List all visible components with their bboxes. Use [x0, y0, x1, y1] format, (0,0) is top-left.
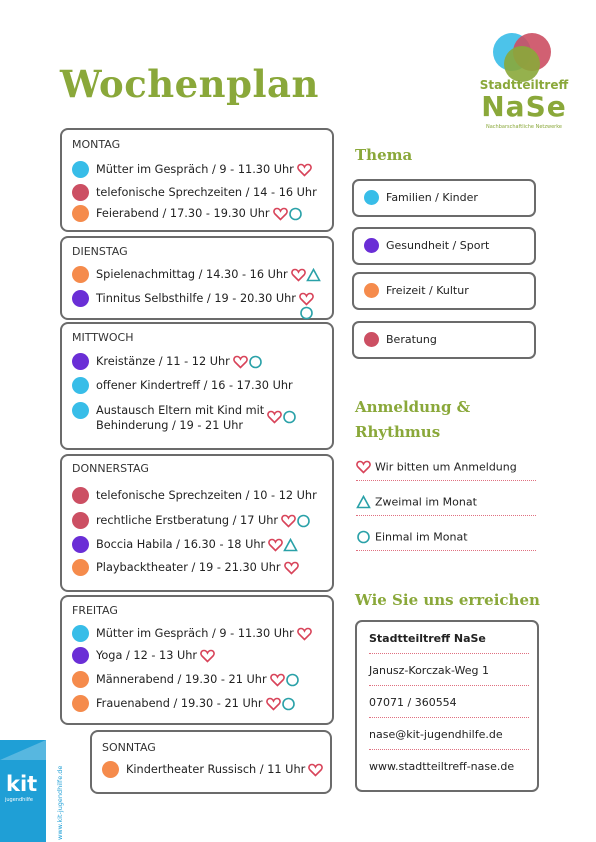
schedule-item-text: rechtliche Erstberatung / 17 Uhr: [96, 514, 279, 527]
contact-heading: Wie Sie uns erreichen: [355, 591, 540, 609]
schedule-item: [126, 763, 324, 777]
category-dot: [72, 161, 89, 178]
day-box-freitag: [60, 595, 334, 725]
schedule-item: [96, 163, 326, 177]
day-title: DIENSTAG: [72, 245, 128, 258]
logo-brand: NaSe: [481, 90, 567, 123]
legend-item: [356, 495, 536, 516]
theme-item: [352, 227, 536, 265]
anmeldung-heading: Anmeldung &: [355, 398, 471, 416]
legend-label: Wir bitten um Anmeldung: [375, 460, 517, 474]
heart-icon: [267, 410, 282, 424]
circle-icon: [248, 355, 263, 369]
category-dot: [72, 377, 89, 394]
theme-item: [352, 272, 536, 310]
circle-icon: [281, 697, 296, 711]
heart-icon: [308, 763, 323, 777]
circle-icon: [285, 673, 300, 687]
symbol-group: [233, 355, 263, 369]
category-dot: [72, 536, 89, 553]
heart-icon: [266, 697, 281, 711]
theme-label: Familien / Kinder: [386, 191, 478, 204]
schedule-item: [96, 207, 326, 221]
contact-street: Janusz-Korczak-Weg 1: [369, 664, 529, 686]
contact-website[interactable]: www.stadtteiltreff-nase.de: [369, 760, 515, 773]
category-dot: [72, 353, 89, 370]
schedule-item-line: Austausch Eltern mit Kind mit: [96, 404, 265, 417]
nase-logo: [476, 28, 572, 136]
theme-dot: [364, 283, 379, 298]
category-dot: [72, 266, 89, 283]
schedule-item: [96, 627, 326, 641]
legend-item: [356, 530, 536, 551]
schedule-item-text: Mütter im Gespräch / 9 - 11.30 Uhr: [96, 163, 294, 176]
kit-logo-sub: jugendhilfe: [5, 797, 33, 803]
schedule-item-text: Tinnitus Selbsthilfe / 19 - 20.30 Uhr: [96, 292, 296, 305]
schedule-item-line: Behinderung / 19 - 21 Uhr: [96, 419, 244, 432]
contact-email[interactable]: nase@kit-jugendhilfe.de: [369, 728, 529, 750]
symbol-group: [297, 627, 312, 641]
day-title: MITTWOCH: [72, 331, 134, 344]
category-dot: [72, 695, 89, 712]
triangle-icon: [306, 268, 321, 282]
heart-icon: [200, 649, 215, 663]
heart-icon: [273, 207, 288, 221]
category-dot: [72, 487, 89, 504]
day-title: MONTAG: [72, 138, 121, 151]
heart-icon: [268, 538, 283, 552]
category-dot: [72, 671, 89, 688]
heart-icon: [297, 627, 312, 641]
theme-label: Beratung: [386, 333, 437, 346]
theme-dot: [364, 238, 379, 253]
page-title: Wochenplan: [60, 62, 319, 106]
heart-icon: [356, 460, 371, 474]
symbol-group: [200, 649, 215, 663]
symbol-group: [308, 763, 323, 777]
circle-icon: [288, 207, 303, 221]
schedule-item-text: Feierabend / 17.30 - 19.30 Uhr: [96, 207, 270, 220]
schedule-item: [96, 379, 326, 392]
schedule-item-text: Boccia Habila / 16.30 - 18 Uhr: [96, 538, 266, 551]
theme-dot: [364, 332, 379, 347]
symbol-group: [284, 561, 299, 575]
schedule-item: [96, 673, 326, 687]
schedule-item: [96, 697, 326, 711]
legend-item: [356, 460, 536, 481]
symbol-group: [268, 538, 298, 552]
kit-website: www.kit-jugendhilfe.de: [56, 765, 64, 840]
heart-icon: [299, 292, 314, 306]
category-dot: [72, 512, 89, 529]
schedule-item-text: [96, 404, 264, 432]
schedule-item: [96, 292, 326, 320]
heart-icon: [291, 268, 306, 282]
day-title: DONNERSTAG: [72, 462, 149, 475]
day-box-montag: [60, 128, 334, 232]
category-dot: [72, 184, 89, 201]
triangle-icon: [356, 495, 371, 509]
schedule-item-text: telefonische Sprechzeiten / 10 - 12 Uhr: [96, 489, 317, 502]
circle-icon: [299, 306, 314, 320]
circle-icon: [296, 514, 311, 528]
contact-phone: 07071 / 360554: [369, 696, 529, 718]
schedule-item: [96, 404, 326, 432]
category-dot: [72, 205, 89, 222]
logo-subtitle: Nachbarschaftliche Netzwerke: [485, 124, 562, 130]
theme-item: [352, 321, 536, 359]
schedule-item: [96, 489, 326, 502]
symbol-group: [273, 207, 303, 221]
theme-label: Gesundheit / Sport: [386, 239, 490, 252]
day-title: FREITAG: [72, 604, 118, 617]
thema-heading: Thema: [355, 146, 413, 164]
schedule-item-text: Playbacktheater / 19 - 21.30 Uhr: [96, 561, 281, 574]
symbol-group: [291, 268, 321, 282]
legend-label: Einmal im Monat: [375, 530, 468, 544]
contact-box: [355, 620, 539, 792]
heart-icon: [270, 673, 285, 687]
theme-label: Freizeit / Kultur: [386, 284, 469, 297]
schedule-item: [96, 538, 326, 552]
symbol-group: [297, 163, 312, 177]
day-box-sonntag: [90, 730, 332, 794]
heart-icon: [281, 514, 296, 528]
schedule-item: [96, 649, 326, 663]
circle-icon: [356, 530, 371, 544]
circle-icon: [282, 410, 297, 424]
triangle-icon: [283, 538, 298, 552]
schedule-item-text: Kreistänze / 11 - 12 Uhr: [96, 355, 230, 368]
day-box-dienstag: [60, 236, 334, 320]
symbol-group: [270, 673, 300, 687]
schedule-item-text: Kindertheater Russisch / 11 Uhr: [126, 763, 306, 776]
schedule-item-text: Mütter im Gespräch / 9 - 11.30 Uhr: [96, 627, 294, 640]
schedule-item-text: telefonische Sprechzeiten / 14 - 16 Uhr: [96, 186, 317, 199]
schedule-item-text: Frauenabend / 19.30 - 21 Uhr: [96, 697, 263, 710]
logo-name: Stadtteiltreff: [479, 78, 569, 92]
heart-icon: [297, 163, 312, 177]
kit-logo: kit: [6, 772, 38, 796]
category-dot: [72, 402, 89, 419]
day-box-donnerstag: [60, 454, 334, 592]
schedule-item-text: Männerabend / 19.30 - 21 Uhr: [96, 673, 267, 686]
kit-logo-corner-icon: [0, 740, 46, 760]
rhythmus-heading: Rhythmus: [355, 423, 441, 441]
schedule-item-text: Spielenachmittag / 14.30 - 16 Uhr: [96, 268, 288, 281]
day-title: SONNTAG: [102, 741, 156, 754]
category-dot: [72, 559, 89, 576]
theme-item: [352, 179, 536, 217]
symbol-group: [266, 697, 296, 711]
symbol-group: [281, 514, 311, 528]
schedule-item-text: offener Kindertreff / 16 - 17.30 Uhr: [96, 379, 293, 392]
legend-label: Zweimal im Monat: [375, 495, 477, 509]
schedule-item: [96, 268, 326, 282]
day-box-mittwoch: [60, 322, 334, 450]
symbol-group: [299, 292, 326, 320]
schedule-item: [96, 186, 326, 199]
schedule-item: [96, 514, 326, 528]
theme-dot: [364, 190, 379, 205]
symbol-group: [267, 410, 297, 424]
heart-icon: [233, 355, 248, 369]
category-dot: [72, 625, 89, 642]
category-dot: [72, 647, 89, 664]
schedule-item-text: Yoga / 12 - 13 Uhr: [96, 649, 198, 662]
schedule-item: [96, 561, 326, 575]
category-dot: [72, 290, 89, 307]
contact-name: Stadtteiltreff NaSe: [369, 632, 529, 654]
schedule-item: [96, 355, 326, 369]
heart-icon: [284, 561, 299, 575]
category-dot: [102, 761, 119, 778]
